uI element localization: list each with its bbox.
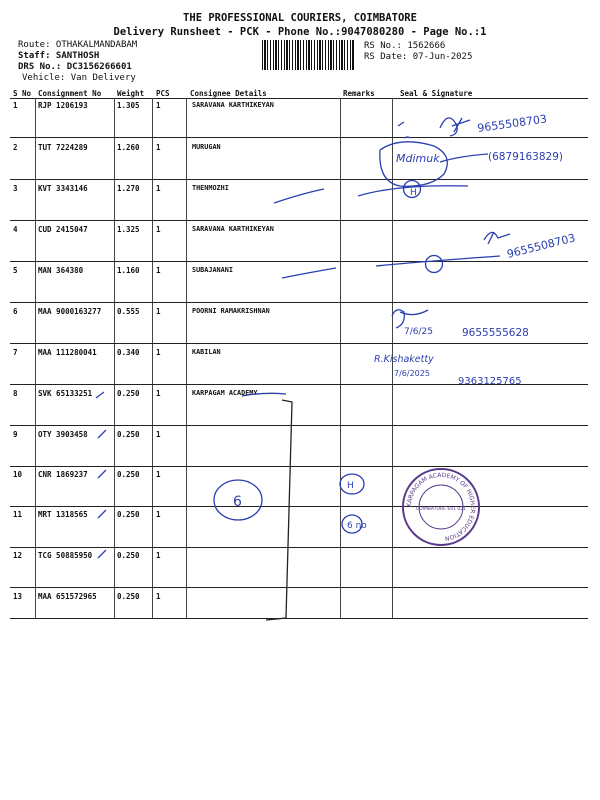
row-weight: 1.325 <box>117 225 140 234</box>
row-consignment: MAA 111280041 <box>38 348 97 357</box>
row-sno: 4 <box>13 225 18 234</box>
row-weight: 0.250 <box>117 470 140 479</box>
row-pcs: 1 <box>156 389 161 398</box>
row-consignment: SVK 65133251 <box>38 389 93 398</box>
row-sno: 10 <box>13 470 23 479</box>
col-weight: Weight <box>117 89 145 98</box>
circle-mark-h2: H <box>347 481 354 491</box>
route-label: Route: OTHAKALMANDABAM <box>18 40 138 50</box>
row-weight: 0.340 <box>117 348 140 357</box>
col-consignment: Consignment No <box>38 89 102 98</box>
row-sno: 11 <box>13 510 23 519</box>
row-weight: 1.260 <box>117 143 140 152</box>
check-stroke <box>96 392 286 398</box>
row-weight: 0.555 <box>117 307 140 316</box>
row-consignment: MAA 9000163277 <box>38 307 102 316</box>
row-consignment: MAA 651572965 <box>38 592 97 601</box>
row-sno: 2 <box>13 143 18 152</box>
rs-date: RS Date: 07-Jun-2025 <box>364 52 473 62</box>
col-seal: Seal & Signature <box>400 89 473 98</box>
row-weight: 0.250 <box>117 430 140 439</box>
row-sno: 9 <box>13 430 18 439</box>
row-consignee: KARPAGAM ACADEMY <box>192 389 258 397</box>
row-consignment: MRT 1318565 <box>38 510 88 519</box>
row-sno: 13 <box>13 592 23 601</box>
row-sno: 6 <box>13 307 18 316</box>
row-pcs: 1 <box>156 348 161 357</box>
circle-mark-h: H <box>410 188 417 198</box>
company-title: THE PROFESSIONAL COURIERS, COIMBATORE <box>183 12 417 24</box>
row-consignee: POORNI RAMAKRISHNAN <box>192 307 270 315</box>
row-pcs: 1 <box>156 551 161 560</box>
row-weight: 1.160 <box>117 266 140 275</box>
row-consignee: SUBAJANANI <box>192 266 233 274</box>
row-weight: 0.250 <box>117 510 140 519</box>
row-consignee: SARAVANA KARTHIKEYAN <box>192 225 274 233</box>
row-weight: 1.270 <box>117 184 140 193</box>
handwritten-name-7: R.Kishaketty <box>374 354 434 365</box>
row-consignee: THENMOZHI <box>192 184 229 192</box>
row-consignment: OTY 3903458 <box>38 430 88 439</box>
handwritten-phone-2: (6879163829) <box>488 151 563 163</box>
handwritten-phone-1: 9655508703 <box>476 112 548 135</box>
row-consignment: KVT 3343146 <box>38 184 88 193</box>
staff-label: Staff: SANTHOSH <box>18 51 100 61</box>
vehicle-label: Vehicle: Van Delivery <box>22 73 136 83</box>
row-pcs: 1 <box>156 225 161 234</box>
handwritten-date-6: 7/6/25 <box>404 327 433 337</box>
row-sno: 8 <box>13 389 18 398</box>
col-remarks: Remarks <box>343 89 375 98</box>
row-consignment: TCG 50885950 <box>38 551 93 560</box>
handwritten-phone-6: 9655555628 <box>462 327 529 339</box>
row-pcs: 1 <box>156 143 161 152</box>
row-weight: 0.250 <box>117 551 140 560</box>
row-pcs: 1 <box>156 307 161 316</box>
col-sno: S No <box>13 89 32 98</box>
row-sno: 1 <box>13 101 18 110</box>
rs-number: RS No.: 1562666 <box>364 41 446 51</box>
signature-stroke <box>392 310 428 328</box>
check-stroke <box>282 268 336 278</box>
row-sno: 7 <box>13 348 18 357</box>
circle-mark-6: 6 <box>233 494 242 510</box>
row-weight: 0.250 <box>117 389 140 398</box>
row-consignment: CUD 2415047 <box>38 225 88 234</box>
drs-number: DRS No.: DC3156266601 <box>18 62 132 72</box>
row-consignment: TUT 7224289 <box>38 143 88 152</box>
handwritten-phone-7: 9363125765 <box>458 376 522 387</box>
row-pcs: 1 <box>156 592 161 601</box>
row-pcs: 1 <box>156 101 161 110</box>
row-pcs: 1 <box>156 510 161 519</box>
row-weight: 0.250 <box>117 592 140 601</box>
row-pcs: 1 <box>156 430 161 439</box>
seal-center: COIMBATORE 641 021 <box>415 507 467 512</box>
check-stroke <box>98 430 106 558</box>
row-pcs: 1 <box>156 470 161 479</box>
handwritten-name-2: Mdimuk <box>396 152 440 165</box>
row-sno: 3 <box>13 184 18 193</box>
row-sno: 12 <box>13 551 23 560</box>
row-consignment: RJP 1206193 <box>38 101 88 110</box>
handwritten-phone-4: 9655508703 <box>505 231 577 261</box>
col-pcs: PCS <box>156 89 170 98</box>
check-stroke <box>274 189 324 203</box>
row-consignee: SARAVANA KARTHIKEYAN <box>192 101 274 109</box>
row-consignment: MAN 364380 <box>38 266 84 275</box>
circle-mark-6no: 6 no <box>347 521 367 531</box>
bracket-stroke <box>266 400 292 620</box>
row-consignee: KABILAN <box>192 348 221 356</box>
runsheet-subtitle: Delivery Runsheet - PCK - Phone No.:9047080280 - Page No.:1 <box>113 26 487 38</box>
row-weight: 1.305 <box>117 101 140 110</box>
col-consignee: Consignee Details <box>190 89 267 98</box>
signature-stroke <box>440 118 470 136</box>
row-sno: 5 <box>13 266 18 275</box>
signature-stroke <box>398 122 410 138</box>
signature-stroke <box>484 232 510 244</box>
row-pcs: 1 <box>156 266 161 275</box>
handwritten-date-7: 7/6/2025 <box>394 369 430 378</box>
signature-stroke <box>376 256 500 273</box>
row-consignee: MURUGAN <box>192 143 221 151</box>
college-seal <box>400 466 482 548</box>
row-consignment: CNR 1869237 <box>38 470 88 479</box>
seal-text: KARPAGAM ACADEMY OF HIGHER EDUCATION <box>405 471 477 542</box>
row-pcs: 1 <box>156 184 161 193</box>
